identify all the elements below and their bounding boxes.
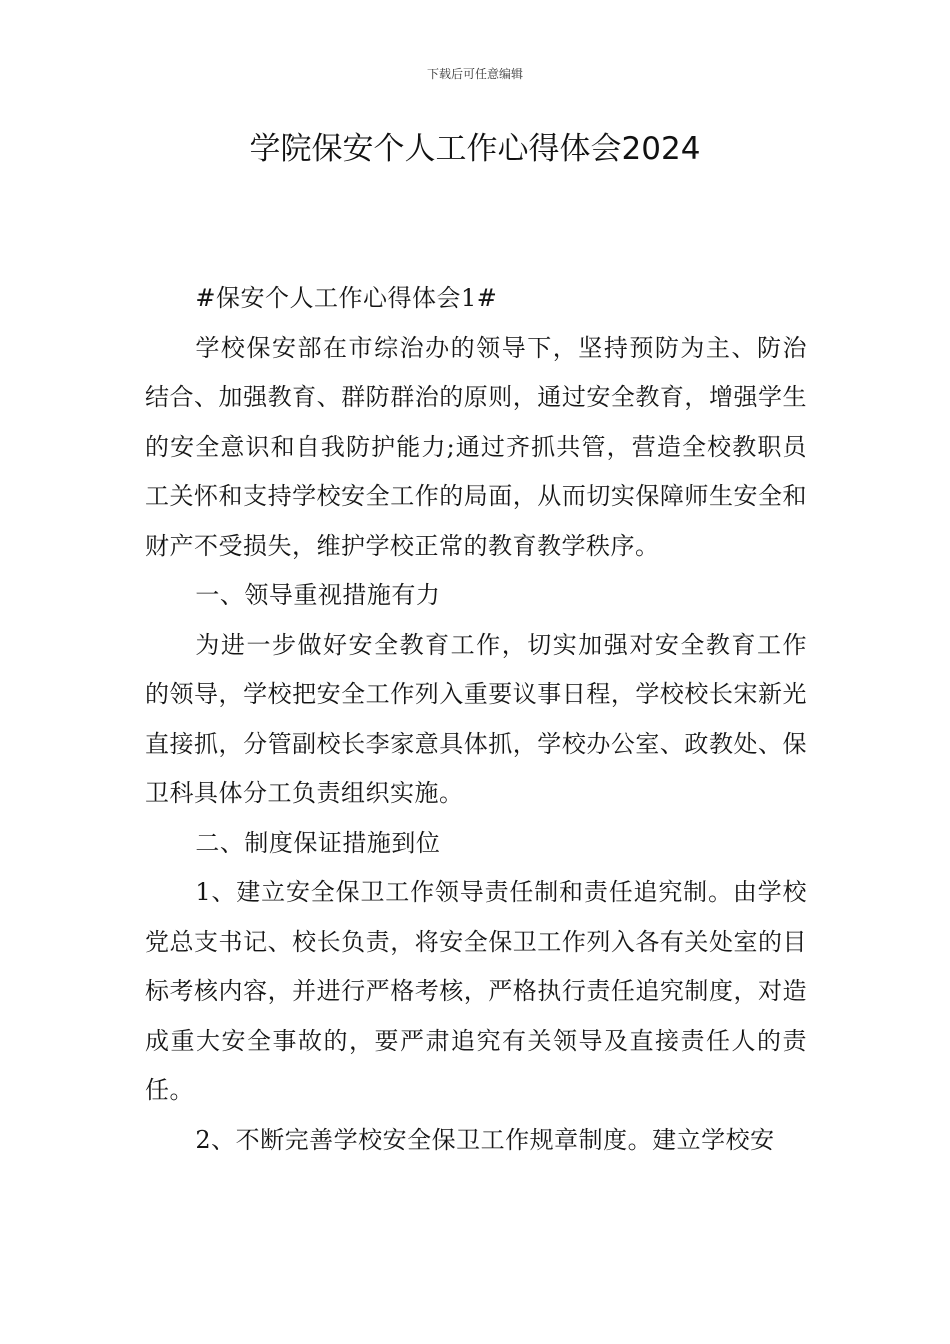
section-heading-system: 二、制度保证措施到位 <box>195 828 441 857</box>
section-heading-1: #保安个人工作心得体会1# <box>195 284 498 312</box>
paragraph-leadership: 为进一步做好安全教育工作，切实加强对安全教育工作的领导，学校把安全工作列入重要议事日程，学校校长宋新光直接抓，分管副校长李家意具体抓，学校办公室、政教处、保卫科具体分工负责组织实施。 <box>145 630 807 807</box>
paragraph-regulations: 2、不断完善学校安全保卫工作规章制度。建立学校安 <box>195 1125 775 1154</box>
document-title: 学院保安个人工作心得体会2024 <box>249 131 701 167</box>
header-note: 下载后可任意编辑 <box>426 67 523 81</box>
paragraph-intro: 学校保安部在市综治办的领导下，坚持预防为主、防治结合、加强教育、群防群治的原则，通过安全教育，增强学生的安全意识和自我防护能力;通过齐抓共管，营造全校教职员工关怀和支持学校安全工作的局面，从而切实保障师生安全和财产不受损失，维护学校正常的教育教学秩序。 <box>145 333 807 560</box>
section-heading-leadership: 一、领导重视措施有力 <box>195 581 441 609</box>
paragraph-responsibility: 1、建立安全保卫工作领导责任制和责任追究制。由学校党总支书记、校长负责，将安全保卫工作列入各有关处室的目标考核内容，并进行严格考核，严格执行责任追究制度，对造成重大安全事故的，要严肃追究有关领导及直接责任人的责任。 <box>145 878 807 1104</box>
document-body <box>145 274 807 1165</box>
